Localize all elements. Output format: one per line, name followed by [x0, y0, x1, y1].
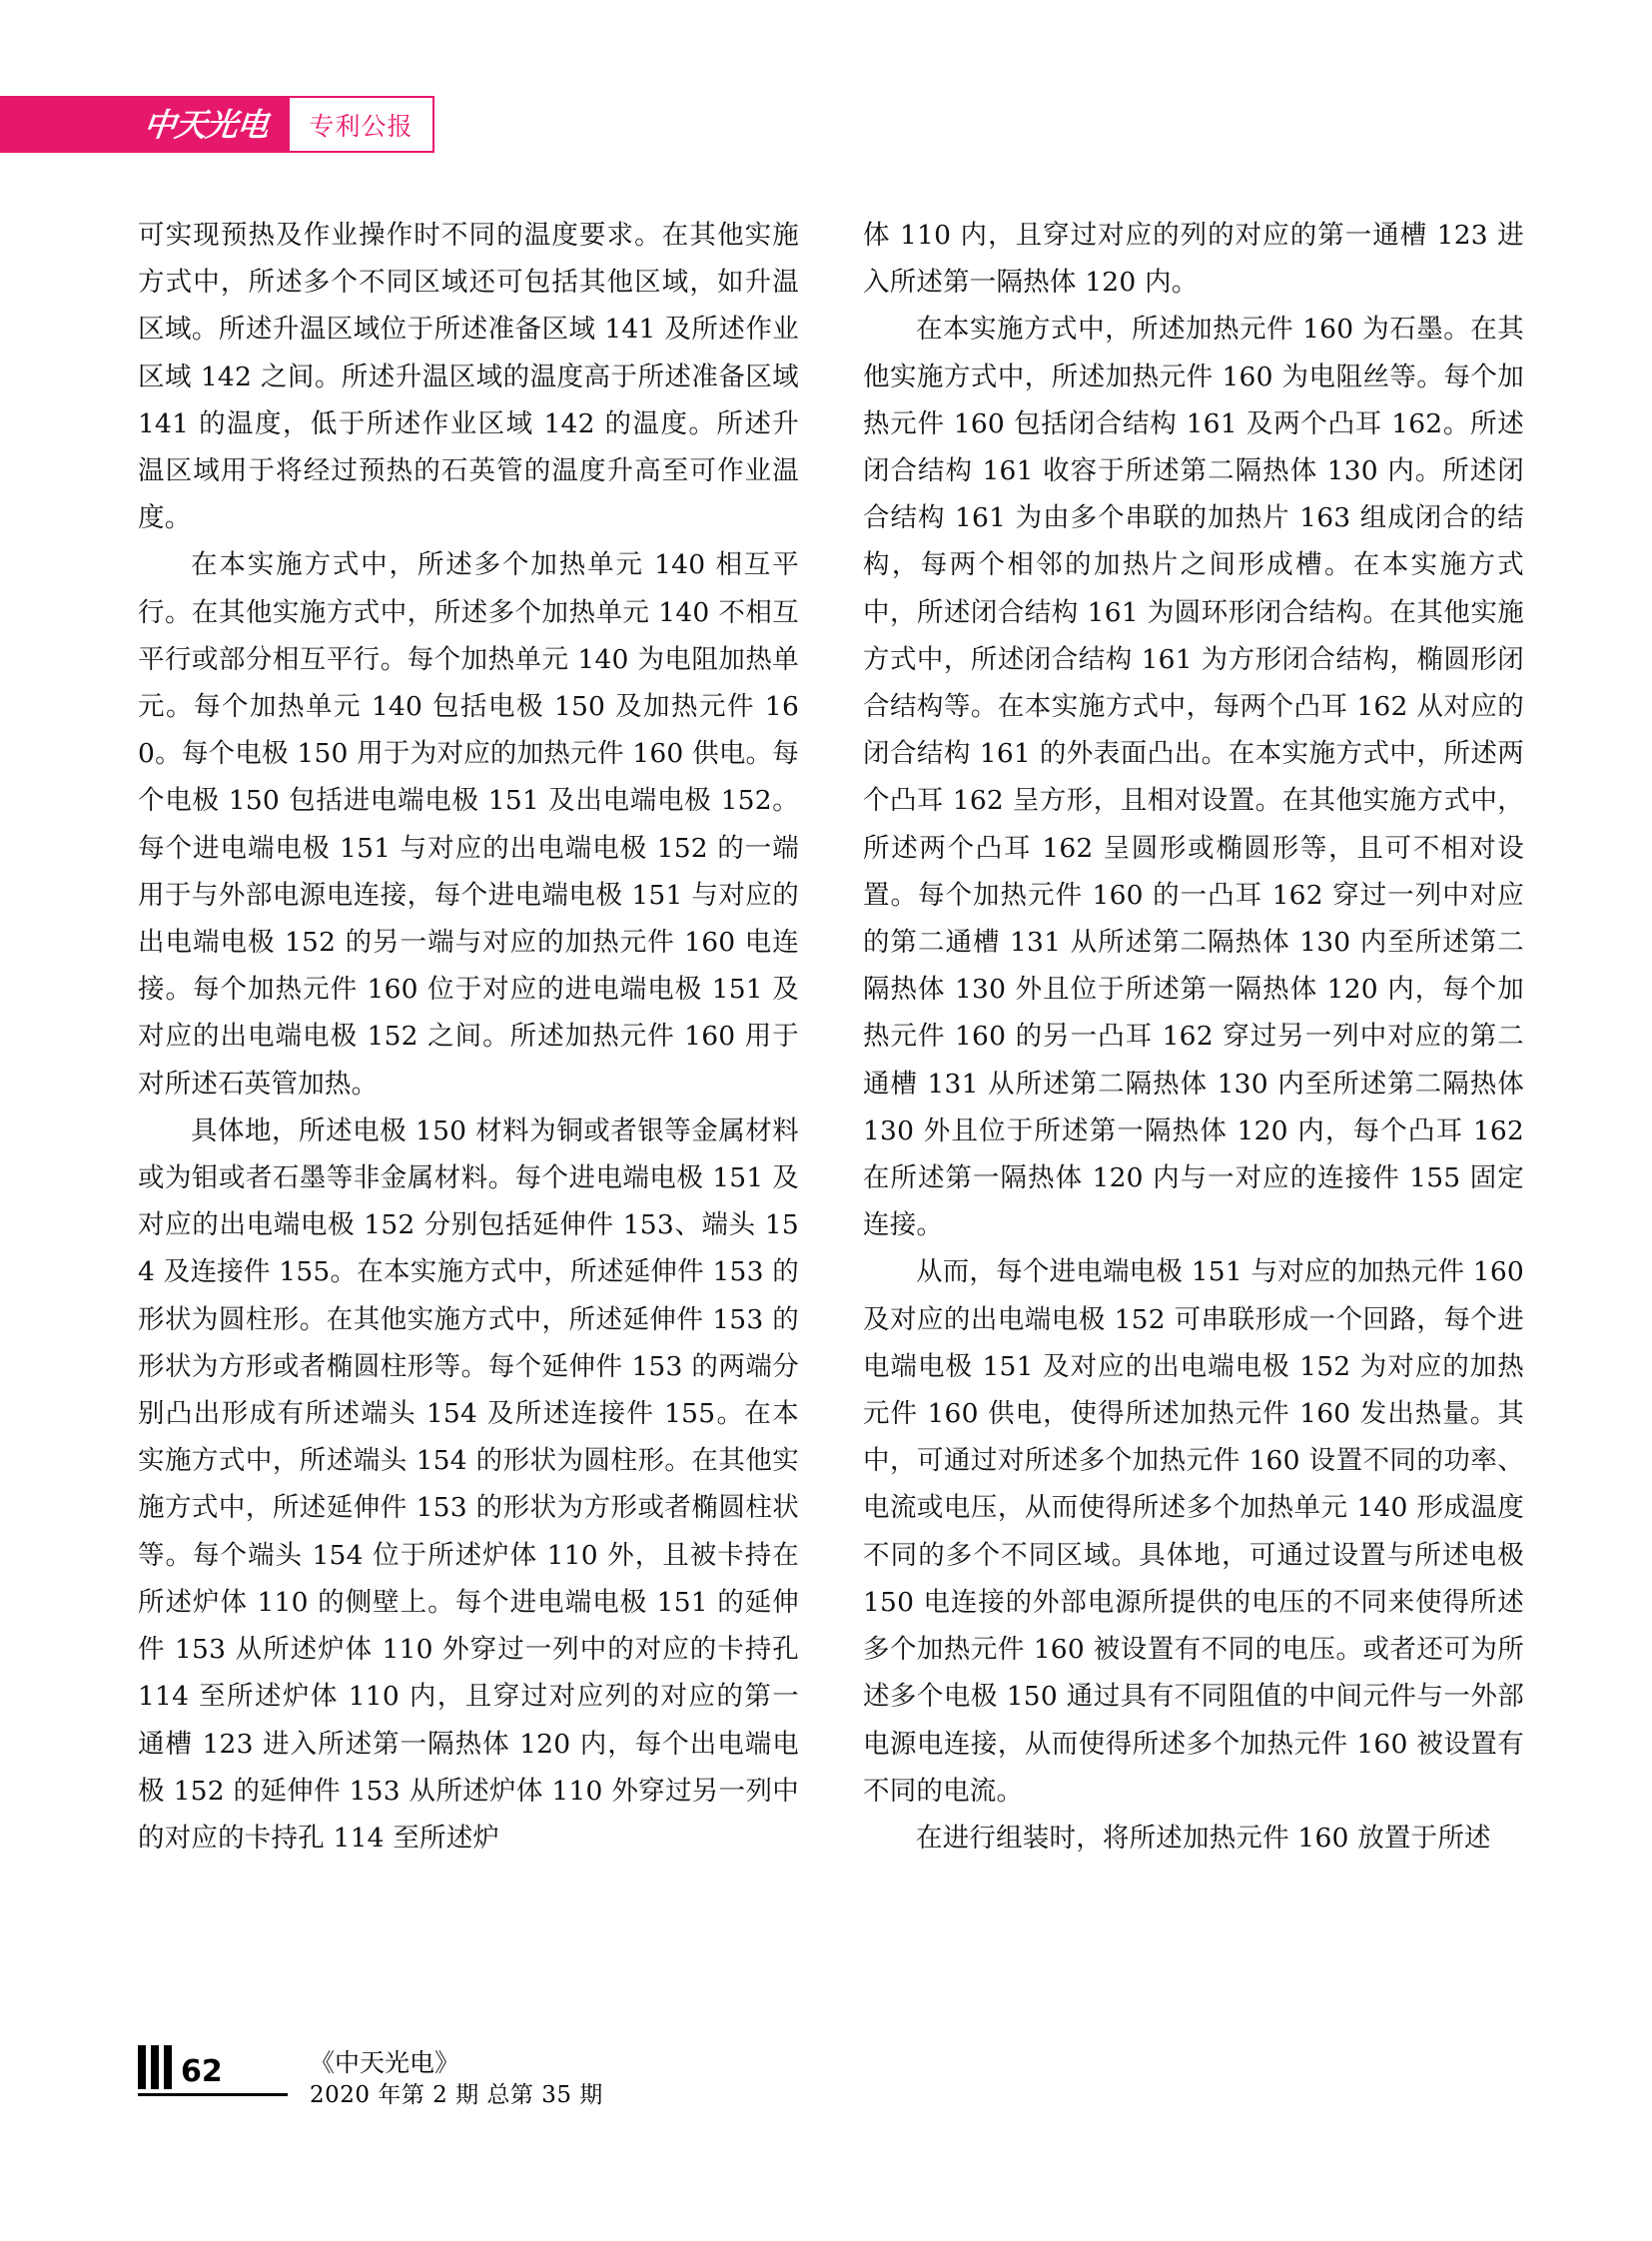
footer-mark-row — [138, 2045, 223, 2089]
page-footer — [138, 2045, 603, 2112]
section-tab-label: 专利公报 — [309, 111, 413, 141]
paragraph: 体 110 内，且穿过对应的列的对应的第一通槽 123 进入所述第一隔热体 120 内。 — [863, 220, 1524, 299]
page-number: 62 — [181, 2054, 223, 2089]
three-bars-icon — [138, 2045, 172, 2089]
page-header — [0, 96, 434, 153]
left-column — [138, 212, 799, 1862]
footer-publication-info — [310, 2045, 603, 2112]
brand-banner — [0, 96, 290, 153]
footer-divider — [138, 2093, 288, 2096]
paragraph: 在本实施方式中，所述加热元件 160 为石墨。在其他实施方式中，所述加热元件 160 为电阻丝等。每个加热元件 160 包括闭合结构 161 及两个凸耳 162。所述闭合结构 161 收容于所述第二隔热体 130 内。所述闭合结构 161 为由多个串联的加热片 163 组成闭合的结构，每两个相邻的加热片之间形成槽。在本实施方式中，所述闭合结构 161 为圆环形闭合结构。在其他实施方式中，所述闭合结构 161 为方形闭合结构，椭圆形闭合结构等。在本实施方式中，每两个凸耳 162 从对应的闭合结构 161 的外表面凸出。在本实施方式中，所述两个凸耳 162 呈方形，且相对设置。在其他实施方式中，所述两个凸耳 162 呈圆形或椭圆形等，且可不相对设置。每个加热元件 160 的一凸耳 162 穿过一列中对应的第二通槽 131 从所述第二隔热体 130 内至所述第二隔热体 130 外且位于所述第一隔热体 120 内，每个加热元件 160 的另一凸耳 162 穿过另一列中对应的第二通槽 131 从所述第二隔热体 130 内至所述第二隔热体 130 外且位于所述第一隔热体 120 内，每个凸耳 162 在所述第一隔热体 120 内与一对应的连接件 155 固定连接。 — [863, 314, 1524, 1241]
brand-logo: 中天光电 — [141, 105, 270, 144]
paragraph: 在进行组装时，将所述加热元件 160 放置于所述 — [916, 1822, 1491, 1854]
footer-page-marker — [138, 2045, 288, 2096]
publication-issue: 2020 年第 2 期 总第 35 期 — [310, 2082, 603, 2108]
publication-title: 《中天光电》 — [310, 2048, 460, 2077]
right-column — [863, 212, 1524, 1862]
paragraph: 具体地，所述电极 150 材料为铜或者银等金属材料或为钼或者石墨等非金属材料。每个进电端电极 151 及对应的出电端电极 152 分别包括延伸件 153、端头 154 及连接件 155。在本实施方式中，所述延伸件 153 的形状为圆柱形。在其他实施方式中，所述延伸件 153 的形状为方形或者椭圆柱形等。每个延伸件 153 的两端分别凸出形成有所述端头 154 及所述连接件 155。在本实施方式中，所述端头 154 的形状为圆柱形。在其他实施方式中，所述延伸件 153 的形状为方形或者椭圆柱状等。每个端头 154 位于所述炉体 110 外，且被卡持在所述炉体 110 的侧壁上。每个进电端电极 151 的延伸件 153 从所述炉体 110 外穿过一列中的对应的卡持孔 114 至所述炉体 110 内，且穿过对应列的对应的第一通槽 123 进入所述第一隔热体 120 内，每个出电端电极 152 的延伸件 153 从所述炉体 110 外穿过另一列中的对应的卡持孔 114 至所述炉 — [138, 1115, 799, 1854]
paragraph: 可实现预热及作业操作时不同的温度要求。在其他实施方式中，所述多个不同区域还可包括其他区域，如升温区域。所述升温区域位于所述准备区域 141 及所述作业区域 142 之间。所述升温区域的温度高于所述准备区域 141 的温度，低于所述作业区域 142 的温度。所述升温区域用于将经过预热的石英管的温度升高至可作业温度。 — [138, 220, 799, 534]
article-body — [138, 212, 1524, 1862]
paragraph: 在本实施方式中，所述多个加热单元 140 相互平行。在其他实施方式中，所述多个加热单元 140 不相互平行或部分相互平行。每个加热单元 140 为电阻加热单元。每个加热单元 140 包括电极 150 及加热元件 160。每个电极 150 用于为对应的加热元件 160 供电。每个电极 150 包括进电端电极 151 及出电端电极 152。每个进电端电极 151 与对应的出电端电极 152 的一端用于与外部电源电连接，每个进电端电极 151 与对应的出电端电极 152 的另一端与对应的加热元件 160 电连接。每个加热元件 160 位于对应的进电端电极 151 及对应的出电端电极 152 之间。所述加热元件 160 用于对所述石英管加热。 — [138, 549, 799, 1100]
section-tab — [290, 96, 434, 153]
paragraph: 从而，每个进电端电极 151 与对应的加热元件 160 及对应的出电端电极 152 可串联形成一个回路，每个进电端电极 151 及对应的出电端电极 152 为对应的加热元件 160 供电，使得所述加热元件 160 发出热量。其中，可通过对所述多个加热元件 160 设置不同的功率、电流或电压，从而使得所述多个加热单元 140 形成温度不同的多个不同区域。具体地，可通过设置与所述电极 150 电连接的外部电源所提供的电压的不同来使得所述多个加热元件 160 被设置有不同的电压。或者还可为所述多个电极 150 通过具有不同阻值的中间元件与一外部电源电连接，从而使得所述多个加热元件 160 被设置有不同的电流。 — [863, 1256, 1524, 1807]
